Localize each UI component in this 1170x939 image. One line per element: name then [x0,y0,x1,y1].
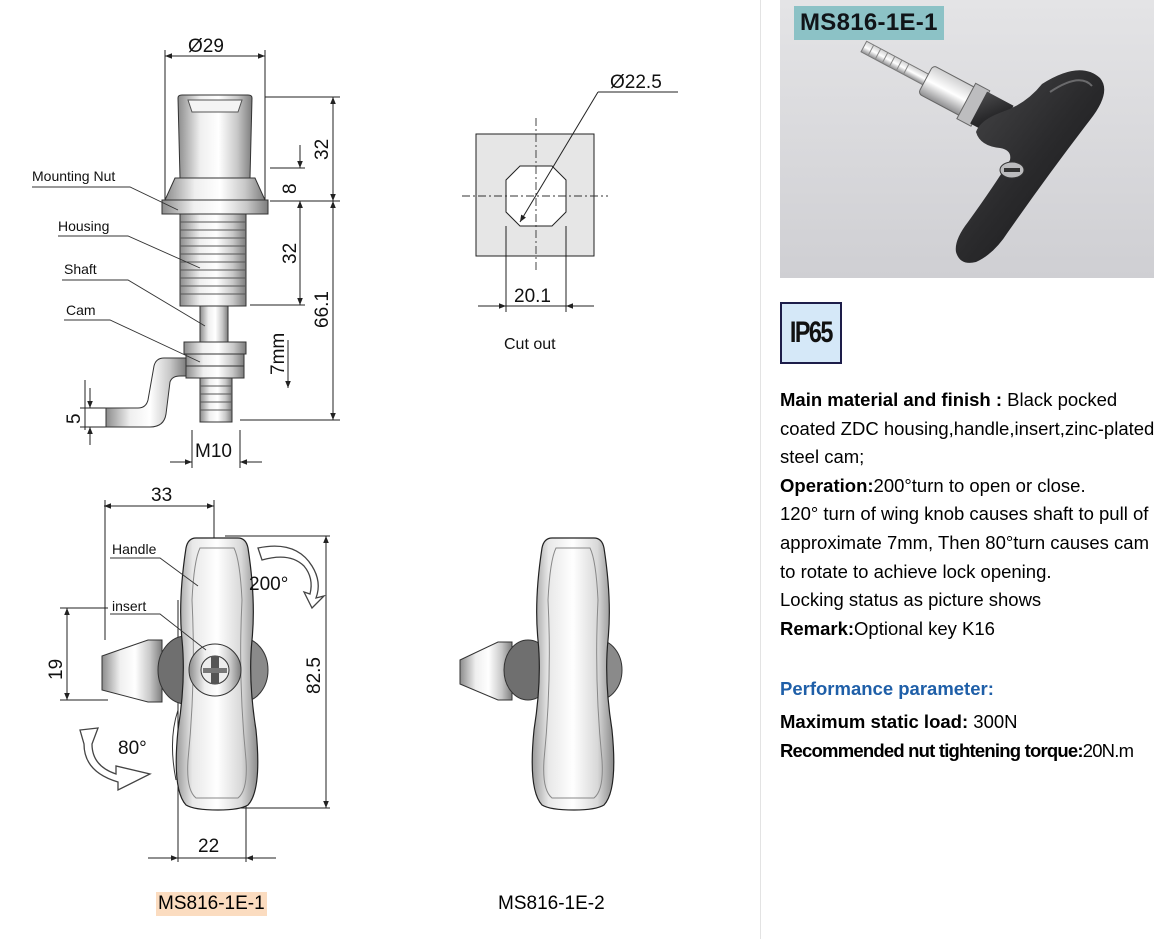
label-insert: insert [112,598,147,614]
dim-7mm: 7mm [268,332,289,375]
label-shaft: Shaft [64,261,97,277]
dim-20-1: 20.1 [514,286,551,307]
torque-value: 20N.m [1082,739,1134,761]
material-text: Black pocked coated ZDC housing,handle,insert,zinc-plated steel cam; [780,389,1155,468]
dim-33: 33 [151,485,173,506]
dim-19: 19 [46,658,67,680]
dim-diameter-22-5: Ø22.5 [610,72,662,93]
lock-side-body [106,95,268,427]
locking-status: Locking status as picture shows [780,589,1042,611]
variant-2-view [460,538,622,810]
label-cut-out: Cut out [504,336,556,353]
product-description [780,386,1158,643]
material-label: Main material and finish : [780,389,1003,410]
remark-label: Remark: [780,617,855,639]
dim-5: 5 [64,413,85,424]
caption-ms816-1e-2: MS816-1E-2 [498,893,605,914]
angle-200: 200° [249,574,289,595]
dim-82-5: 82.5 [304,657,325,694]
operation-detail: 120° turn of wing knob causes shaft to pull of approximate 7mm, Then 80°turn causes cam to rotate to achieve lock opening. [780,503,1150,582]
load-label: Maximum static load: [780,711,969,732]
ip65-badge [780,302,842,364]
label-mounting-nut: Mounting Nut [32,168,116,184]
operation-text: 200°turn to open or close. [873,474,1086,496]
product-photo-illustration [780,0,1154,278]
dim-8: 8 [280,183,301,194]
performance-title: Performance parameter: [780,678,994,699]
label-housing: Housing [58,218,110,234]
dim-32-top: 32 [312,138,333,160]
ip65-text: IP65 [790,316,832,349]
operation-label: Operation: [780,474,874,496]
cutout-diagram [462,92,678,312]
caption-ms816-1e-1: MS816-1E-1 [158,893,265,914]
load-value: 300N [968,711,1018,732]
dim-diameter-29: Ø29 [188,36,224,57]
dim-32-mid: 32 [280,242,301,264]
angle-80: 80° [118,738,147,759]
label-handle: Handle [112,541,157,557]
product-photo [780,0,1154,278]
label-cam: Cam [66,302,96,318]
performance-parameters [780,708,1165,765]
column-divider [760,0,761,939]
photo-label: MS816-1E-1 [794,6,944,40]
dim-m10: M10 [195,441,232,462]
dim-22: 22 [198,836,220,857]
torque-label: Recommended nut tightening torque: [780,739,1083,761]
remark-text: Optional key K16 [854,617,995,639]
dim-66-1: 66.1 [312,291,333,328]
